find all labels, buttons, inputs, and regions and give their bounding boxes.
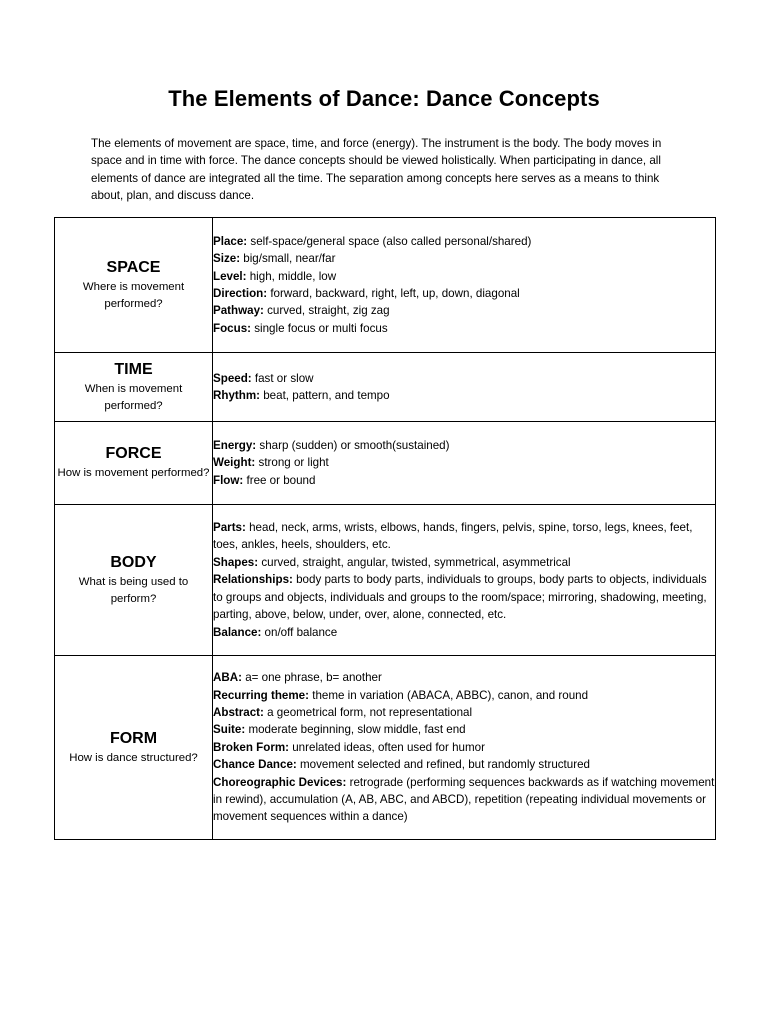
detail-line: [213, 774, 715, 826]
detail-label: Rhythm:: [213, 389, 261, 402]
detail-text: moderate beginning, slow middle, fast end: [245, 723, 466, 737]
concept-name: SPACE: [106, 258, 161, 276]
detail-label: Size:: [213, 252, 241, 266]
detail-label: Flow:: [213, 473, 244, 487]
detail-text: retrograde (performing sequences backwards as if watching movement in rewind), accumulation (A, AB, ABC, and ABCD), repetition (repeating individual movements or movement sequences within a dance): [213, 775, 715, 824]
concept-name: TIME: [114, 360, 153, 378]
detail-text: on/off balance: [261, 625, 338, 639]
concept-name: FORM: [109, 729, 158, 747]
concept-details-cell: [213, 353, 716, 422]
detail-label: Place:: [213, 234, 248, 248]
detail-text: beat, pattern, and tempo: [260, 389, 390, 402]
detail-line: [213, 370, 715, 387]
detail-label: Broken Form:: [213, 740, 290, 754]
detail-label: Direction:: [213, 287, 268, 300]
detail-label: Abstract:: [213, 705, 264, 719]
concept-question: How is dance structured?: [69, 751, 198, 764]
detail-line: [213, 687, 715, 704]
detail-line: [213, 519, 715, 554]
detail-label: Choreographic Devices:: [213, 775, 347, 789]
detail-line: [213, 302, 715, 319]
concept-cell: [55, 656, 213, 840]
detail-text: self-space/general space (also called personal/shared): [247, 234, 532, 248]
concept-row-time: [55, 353, 716, 422]
detail-line: [213, 554, 715, 571]
detail-line: [213, 437, 715, 454]
concept-cell: [55, 422, 213, 505]
detail-line: [213, 739, 715, 756]
concept-details-cell: [213, 505, 716, 656]
page-title: The Elements of Dance: Dance Concepts: [168, 86, 600, 111]
detail-text: head, neck, arms, wrists, elbows, hands, fingers, pelvis, spine, torso, legs, knees, feet, toes, ankles, heels, shoulders, etc.: [213, 521, 693, 552]
concept-name: BODY: [110, 553, 157, 571]
detail-label: Parts:: [213, 521, 246, 535]
detail-label: Focus:: [213, 321, 252, 335]
detail-label: Chance Dance:: [213, 758, 297, 772]
concept-row-force: [55, 422, 716, 505]
detail-label: ABA:: [213, 671, 242, 685]
detail-text: free or bound: [243, 473, 316, 487]
concept-details-cell: [213, 656, 716, 840]
concept-question: How is movement performed?: [57, 467, 210, 479]
detail-label: Balance:: [213, 625, 262, 639]
detail-text: a= one phrase, b= another: [241, 671, 382, 685]
detail-line: [213, 250, 715, 267]
concept-row-body: [55, 505, 716, 656]
concept-details-cell: [213, 218, 716, 353]
concept-question: What is being used to perform?: [78, 575, 189, 605]
concept-cell: [55, 505, 213, 656]
detail-line: [213, 669, 715, 686]
detail-text: sharp (sudden) or smooth(sustained): [256, 438, 450, 452]
detail-line: [213, 756, 715, 773]
concept-row-space: [55, 218, 716, 353]
detail-line: [213, 472, 715, 489]
concept-question: Where is movement performed?: [82, 280, 185, 310]
detail-label: Weight:: [213, 456, 256, 470]
detail-text: theme in variation (ABACA, ABBC), canon, and round: [309, 688, 589, 702]
concept-row-form: [55, 656, 716, 840]
detail-label: Speed:: [213, 371, 252, 385]
detail-text: single focus or multi focus: [251, 321, 388, 335]
detail-text: body parts to body parts, individuals to groups, body parts to objects, individuals to groups and objects, individuals and groups to the room/space; mirroring, shadowing, meeting, parting, above, below, under, over, alone, connected, etc.: [213, 573, 707, 622]
detail-label: Relationships:: [213, 573, 293, 587]
detail-label: Energy:: [213, 438, 257, 452]
concept-name: FORCE: [105, 445, 162, 462]
detail-text: a geometrical form, not representational: [263, 705, 473, 719]
concept-question: When is movement performed?: [84, 382, 183, 412]
detail-line: [213, 233, 715, 250]
detail-text: curved, straight, zig zag: [263, 304, 390, 318]
dance-concepts-table: [54, 217, 716, 840]
detail-line: [213, 624, 715, 641]
detail-text: fast or slow: [251, 371, 314, 385]
detail-text: high, middle, low: [246, 269, 337, 283]
detail-text: big/small, near/far: [240, 252, 336, 266]
concept-cell: [55, 218, 213, 353]
detail-line: [213, 387, 715, 404]
detail-label: Suite:: [213, 723, 246, 737]
detail-line: [213, 320, 715, 337]
detail-line: [213, 721, 715, 738]
concept-details-cell: [213, 422, 716, 505]
detail-line: [213, 704, 715, 721]
detail-line: [213, 285, 715, 302]
detail-text: strong or light: [255, 456, 329, 470]
detail-label: Pathway:: [213, 304, 264, 318]
detail-text: forward, backward, right, left, up, down, diagonal: [267, 287, 520, 300]
concept-cell: [55, 353, 213, 422]
detail-line: [213, 268, 715, 285]
detail-text: curved, straight, angular, twisted, symmetrical, asymmetrical: [258, 555, 571, 569]
detail-text: movement selected and refined, but randomly structured: [296, 758, 590, 772]
detail-line: [213, 571, 715, 623]
detail-label: Level:: [213, 269, 247, 283]
detail-text: unrelated ideas, often used for humor: [289, 740, 485, 754]
detail-label: Shapes:: [213, 555, 259, 569]
detail-line: [213, 454, 715, 471]
detail-label: Recurring theme:: [213, 688, 309, 702]
intro-paragraph: The elements of movement are space, time, and force (energy). The instrument is the body. The body moves in space and in time with force. The dance concepts should be viewed holistically. When participating in dance, all elements of dance are integrated all the time. The separation among concepts here serves as a means to think about, plan, and discuss dance.: [91, 137, 662, 203]
